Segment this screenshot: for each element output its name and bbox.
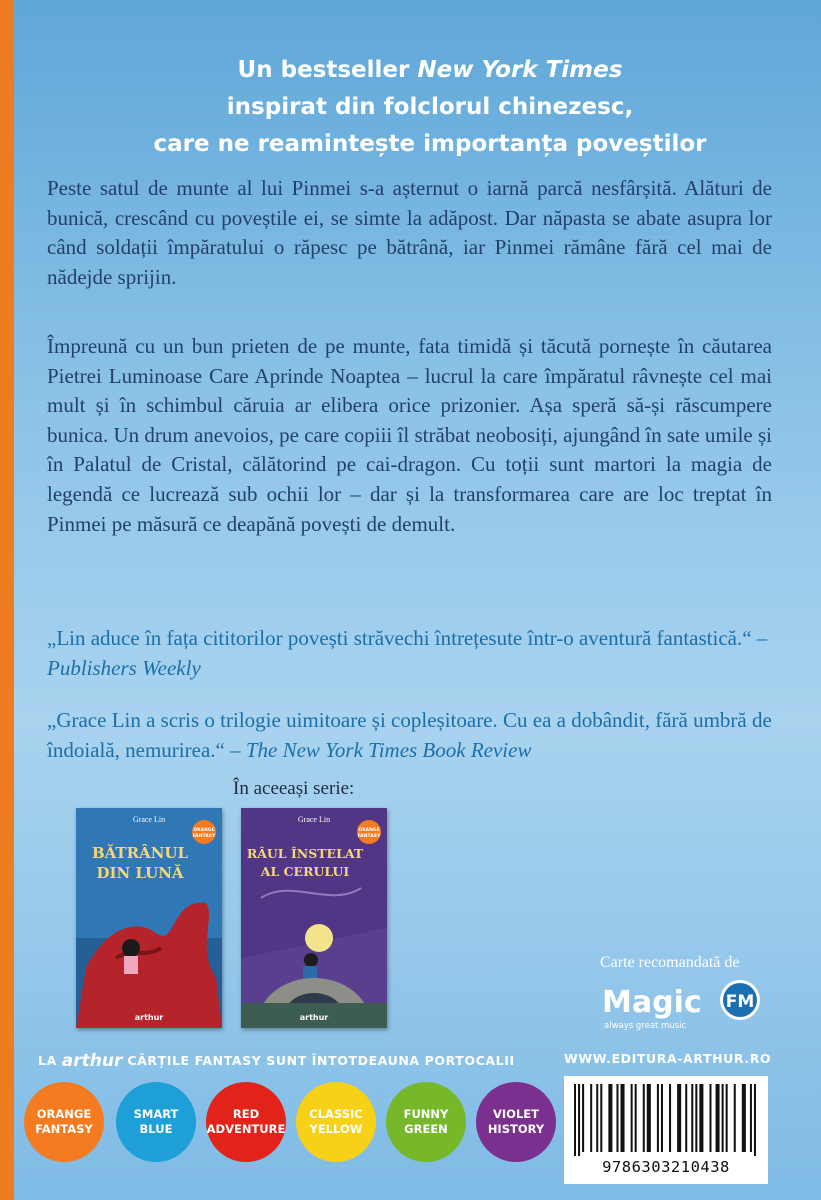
category-classic-yellow: CLASSIC YELLOW [296, 1082, 376, 1162]
barcode-bar [691, 1084, 693, 1152]
review-quote-2 [47, 706, 772, 765]
category-funny-green: FUNNY GREEN [386, 1082, 466, 1162]
magic-fm-word: Magic [602, 985, 702, 1020]
book-publisher: arthur [299, 1013, 329, 1022]
barcode-bar [574, 1084, 576, 1156]
category-violet-history: VIOLET HISTORY [476, 1082, 556, 1162]
barcode-bar [596, 1084, 598, 1152]
quote-source: Publishers Weekly [47, 655, 201, 680]
barcode-bar [657, 1084, 659, 1152]
barcode-bar [582, 1084, 584, 1152]
barcode-bar [590, 1084, 592, 1152]
barcode-bar [621, 1084, 625, 1152]
badge-line-2: FANTASY [357, 834, 381, 839]
book-cover-batranul-din-luna[interactable] [76, 808, 222, 1028]
review-quote-1 [47, 624, 772, 683]
magic-fm-label: Carte recomandată de [600, 954, 740, 971]
barcode-bar [578, 1084, 580, 1156]
headline-line-1 [80, 52, 780, 89]
synopsis-paragraph-1: Peste satul de munte al lui Pinmei s-a așternut o iarnă parcă nesfârșită. Alături de bunică, crescând cu poveștile ei, se simte la adăpost. Dar năpasta se abate asupra lor când soldații împăratului o răpesc pe bătrână, iar Pinmei rămâne fără cel mai de nădejde sprijin. [47, 176, 772, 289]
barcode-bar [647, 1084, 651, 1152]
barcode-bar [699, 1084, 703, 1152]
barcode-bar [695, 1084, 697, 1152]
book-title-line-1: BĂTRÂNUL [91, 844, 189, 862]
category-smart-blue: SMART BLUE [116, 1082, 196, 1162]
publisher-website[interactable]: WWW.EDITURA-ARTHUR.RO [564, 1051, 772, 1066]
headline [80, 52, 780, 163]
book-author: Grace Lin [132, 815, 166, 824]
magic-fm-badge: FM [725, 992, 755, 1012]
barcode-bar [685, 1084, 687, 1152]
synopsis-paragraph-2: Împreună cu un bun prieten de pe munte, fata timidă și tăcută pornește în căutarea Pietrei Luminoase Care Aprinde Noaptea – lucrul la care împăratul râvnește cel mai mult și în schimbul căruia ar elibera orice prizonier. Așa speră să-și răscumpere bunica. Un drum anevoios, pe care copiii îl străbat neobosiți, ajungând în sate umile și în Palatul de Cristal, călătorind pe cai-dragon. Cu toții sunt martori la magia de legendă ce lucrează sub ochii lor – dar și la transformarea care are loc treptat în Pinmei pe măsură ce deapănă povești de demult. [47, 334, 772, 536]
barcode-bars [564, 1076, 768, 1158]
barcode-bar [742, 1084, 746, 1152]
barcode-bar [669, 1084, 671, 1152]
barcode-bar [616, 1084, 618, 1152]
magic-fm-logo [600, 978, 765, 1032]
headline-prefix: Un bestseller [237, 57, 418, 83]
isbn-number: 9786303210438 [602, 1158, 730, 1176]
quote-text: „Lin aduce în fața cititorilor povești străvechi întrețesute într-o aventură fantastică.“ – [47, 626, 768, 650]
arthur-logo: arthur [61, 1051, 123, 1071]
category-red-adventure: RED ADVENTURE [206, 1082, 286, 1162]
isbn-barcode [564, 1076, 768, 1184]
banner-prefix: LA [38, 1053, 62, 1068]
series-label: În aceeași serie: [233, 778, 355, 799]
banner-tagline [38, 1050, 515, 1070]
barcode-bar [608, 1084, 612, 1152]
barcode-bar [600, 1084, 602, 1152]
barcode-bar [716, 1084, 720, 1152]
book-publisher: arthur [134, 1013, 164, 1022]
magic-fm-tagline: always great music [604, 1021, 687, 1031]
barcode-bar [709, 1084, 711, 1152]
barcode-bar [734, 1084, 736, 1152]
barcode-bar [631, 1084, 633, 1152]
barcode-bar [754, 1084, 756, 1156]
badge-line-1: ORANGE [358, 828, 380, 833]
book-title-line-2: AL CERULUI [260, 864, 350, 879]
barcode-bar [750, 1084, 752, 1152]
category-orange-fantasy: ORANGE FANTASY [24, 1082, 104, 1162]
banner-suffix: CĂRȚILE FANTASY SUNT ÎNTOTDEAUNA PORTOCALII [122, 1053, 515, 1068]
book-title-line-1: RÂUL ÎNSTELAT [246, 846, 364, 861]
badge-line-2: FANTASY [192, 834, 216, 839]
quote-source: The New York Times Book Review [245, 737, 532, 762]
book-title-line-2: DIN LUNĂ [96, 864, 184, 882]
barcode-bar [635, 1084, 637, 1152]
barcode-bar [722, 1084, 724, 1152]
orange-spine-strip [0, 0, 14, 1200]
publisher-banner [14, 1044, 821, 1074]
headline-line-2: inspirat din folclorul chinezesc, [226, 94, 634, 120]
book-cover-raul-instelat-al-cerului[interactable] [241, 808, 387, 1028]
barcode-bar [661, 1084, 663, 1152]
barcode-bar [677, 1084, 681, 1152]
badge-line-1: ORANGE [193, 828, 215, 833]
headline-line-3: care ne reamintește importanța poveștilor [153, 131, 707, 157]
barcode-bar [643, 1084, 645, 1152]
category-circles [24, 1082, 564, 1178]
quote-text: „Grace Lin a scris o trilogie uimitoare și copleșitoare. Cu ea a dobândit, fără umbră de îndoială, nemurirea.“ – [47, 708, 772, 762]
lantern [305, 924, 333, 952]
barcode-bar [726, 1084, 728, 1152]
headline-italic-title: New York Times [417, 57, 623, 83]
book-author: Grace Lin [297, 815, 331, 824]
